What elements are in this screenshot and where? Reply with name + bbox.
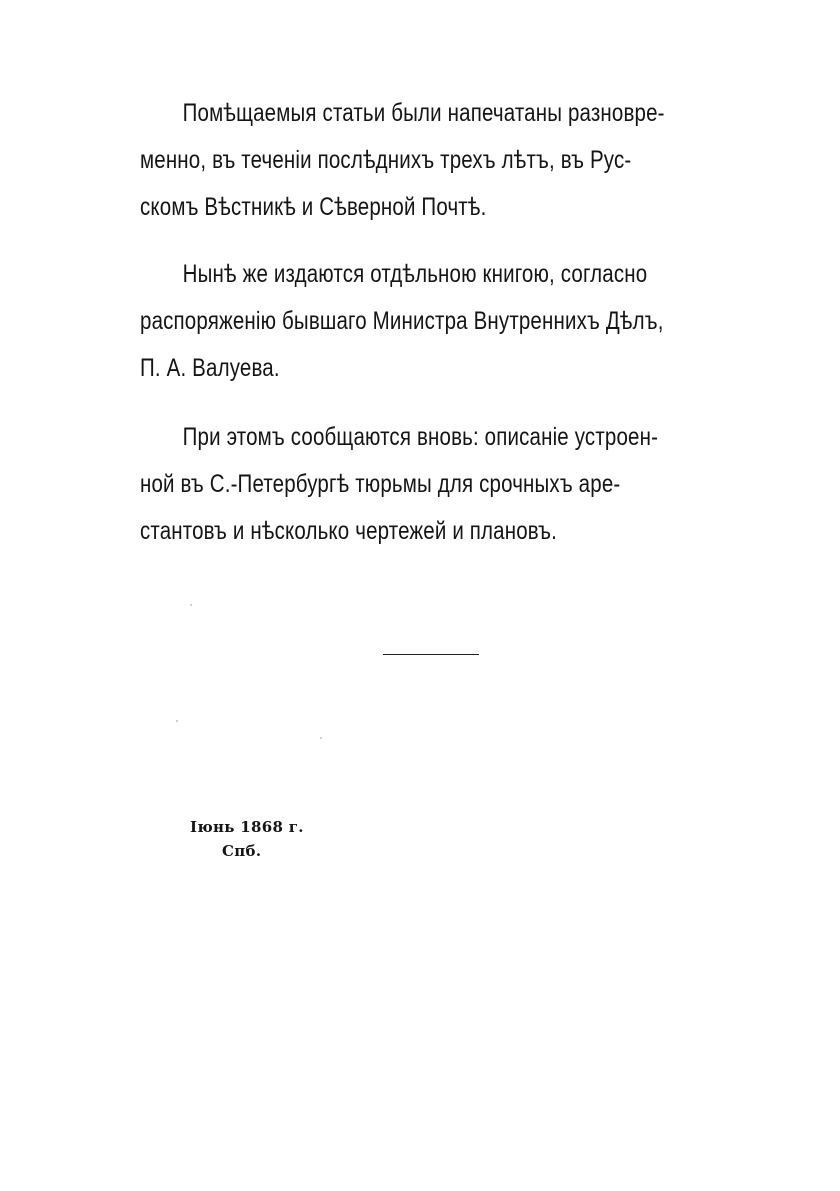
scan-speck [320, 737, 322, 739]
paragraph-separate-edition [140, 251, 740, 392]
text-line: ной въ С.-Петербургѣ тюрьмы для срочныхъ аре- [140, 470, 621, 498]
paragraph-publication-history [140, 90, 740, 231]
text-line: При этомъ сообщаются вновь: описаніе устроен- [182, 423, 659, 451]
text-line: распоряженію бывшаго Министра Внутреннихъ Дѣлъ, [140, 307, 664, 335]
colophon-place: Спб. [222, 842, 262, 860]
text-line: менно, въ теченіи послѣднихъ трехъ лѣтъ, въ Рус- [140, 146, 632, 174]
text-line: стантовъ и нѣсколько чертежей и плановъ. [140, 517, 558, 545]
section-divider [383, 654, 479, 655]
text-line: П. А. Валуева. [140, 354, 280, 382]
scan-speck [176, 720, 178, 722]
colophon-date: Іюнь 1868 г. [190, 818, 304, 836]
text-line: Помѣщаемыя статьи были напечатаны разновре- [182, 99, 665, 127]
paragraph-additions [140, 414, 740, 555]
scan-speck [190, 604, 192, 606]
text-line: скомъ Вѣстникѣ и Сѣверной Почтѣ. [140, 193, 487, 221]
text-line: Нынѣ же издаются отдѣльною книгою, согласно [182, 260, 648, 288]
